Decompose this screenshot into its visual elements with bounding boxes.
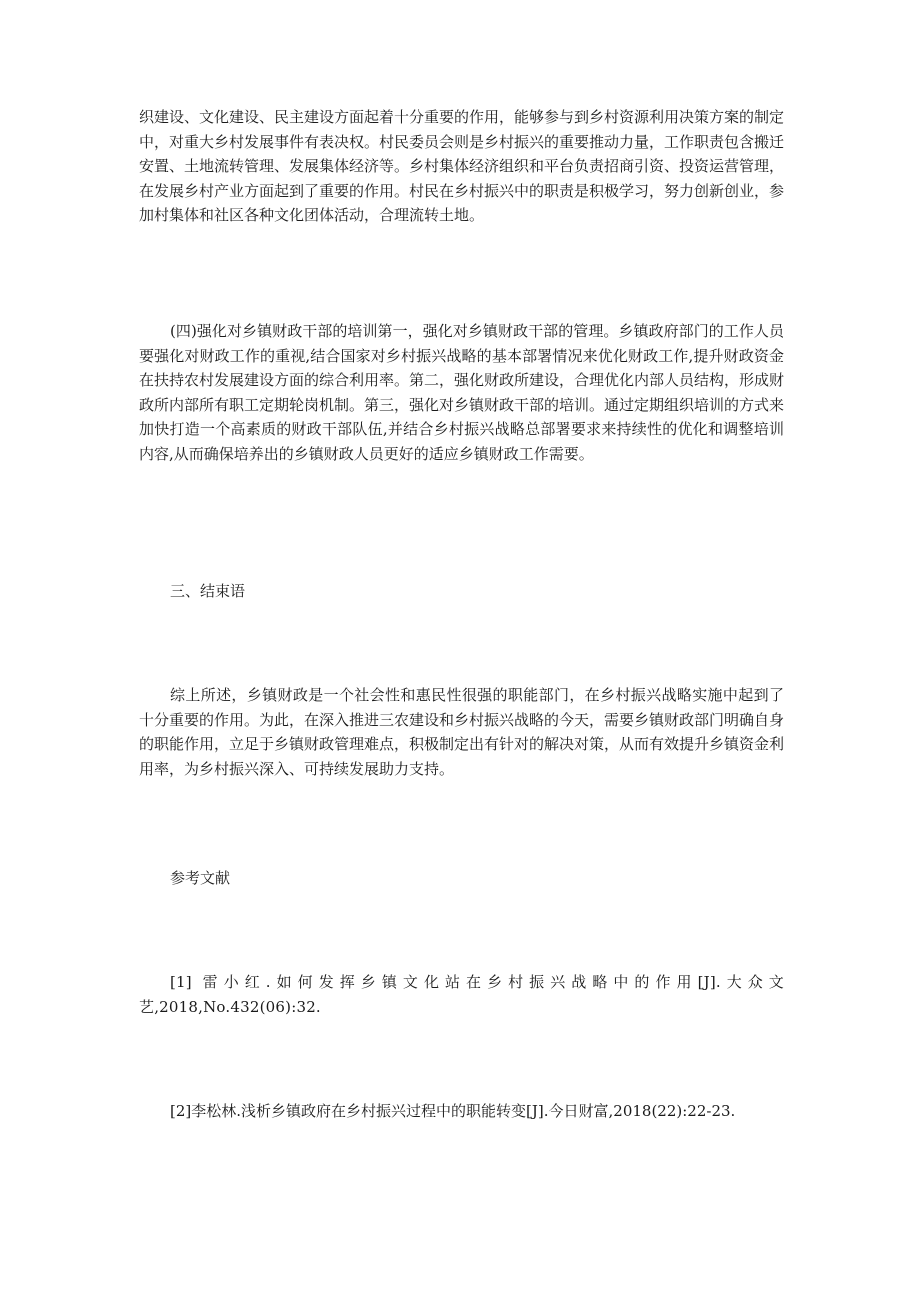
reference-item-1: [1] 雷小红.如何发挥乡镇文化站在乡村振兴战略中的作用[J].大众文艺,2018,No.432(06):32. bbox=[139, 973, 784, 1016]
reference-item-2: [2]李松林.浅析乡镇政府在乡村振兴过程中的职能转变[J].今日财富,2018(22):22-23. bbox=[170, 1102, 736, 1120]
section-heading-references: 参考文献 bbox=[170, 869, 231, 887]
section-heading-conclusion: 三、结束语 bbox=[170, 582, 246, 600]
paragraph-conclusion: 综上所述，乡镇财政是一个社会性和惠民性很强的职能部门，在乡村振兴战略实施中起到了十分重要的作用。为此，在深入推进三农建设和乡村振兴战略的今天，需要乡镇财政部门明确自身的职能作用，立足于乡镇财政管理难点，积极制定出有针对的解决对策，从而有效提升乡镇资金利用率，为乡村振兴深入、可持续发展助力支持。 bbox=[139, 686, 785, 778]
paragraph-organization-roles: 织建设、文化建设、民主建设方面起着十分重要的作用，能够参与到乡村资源利用决策方案的制定中，对重大乡村发展事件有表决权。村民委员会则是乡村振兴的重要推动力量，工作职责包含搬迁安置、土地流转管理、发展集体经济等。乡村集体经济组织和平台负责招商引资、投资运营管理，在发展乡村产业方面起到了重要的作用。村民在乡村振兴中的职责是积极学习，努力创新创业，参加村集体和社区各种文化团体活动，合理流转土地。 bbox=[139, 108, 785, 224]
paragraph-training-section: (四)强化对乡镇财政干部的培训第一，强化对乡镇财政干部的管理。乡镇政府部门的工作人员要强化对财政工作的重视,结合国家对乡村振兴战略的基本部署情况来优化财政工作,提升财政资金在扶持农村发展建设方面的综合利用率。第二，强化财政所建设，合理优化内部人员结构，形成财政所内部所有职工定期轮岗机制。第三，强化对乡镇财政干部的培训。通过定期组织培训的方式来加快打造一个高素质的财政干部队伍,并结合乡村振兴战略总部署要求来持续性的优化和调整培训内容,从而确保培养出的乡镇财政人员更好的适应乡镇财政工作需要。 bbox=[139, 322, 785, 463]
